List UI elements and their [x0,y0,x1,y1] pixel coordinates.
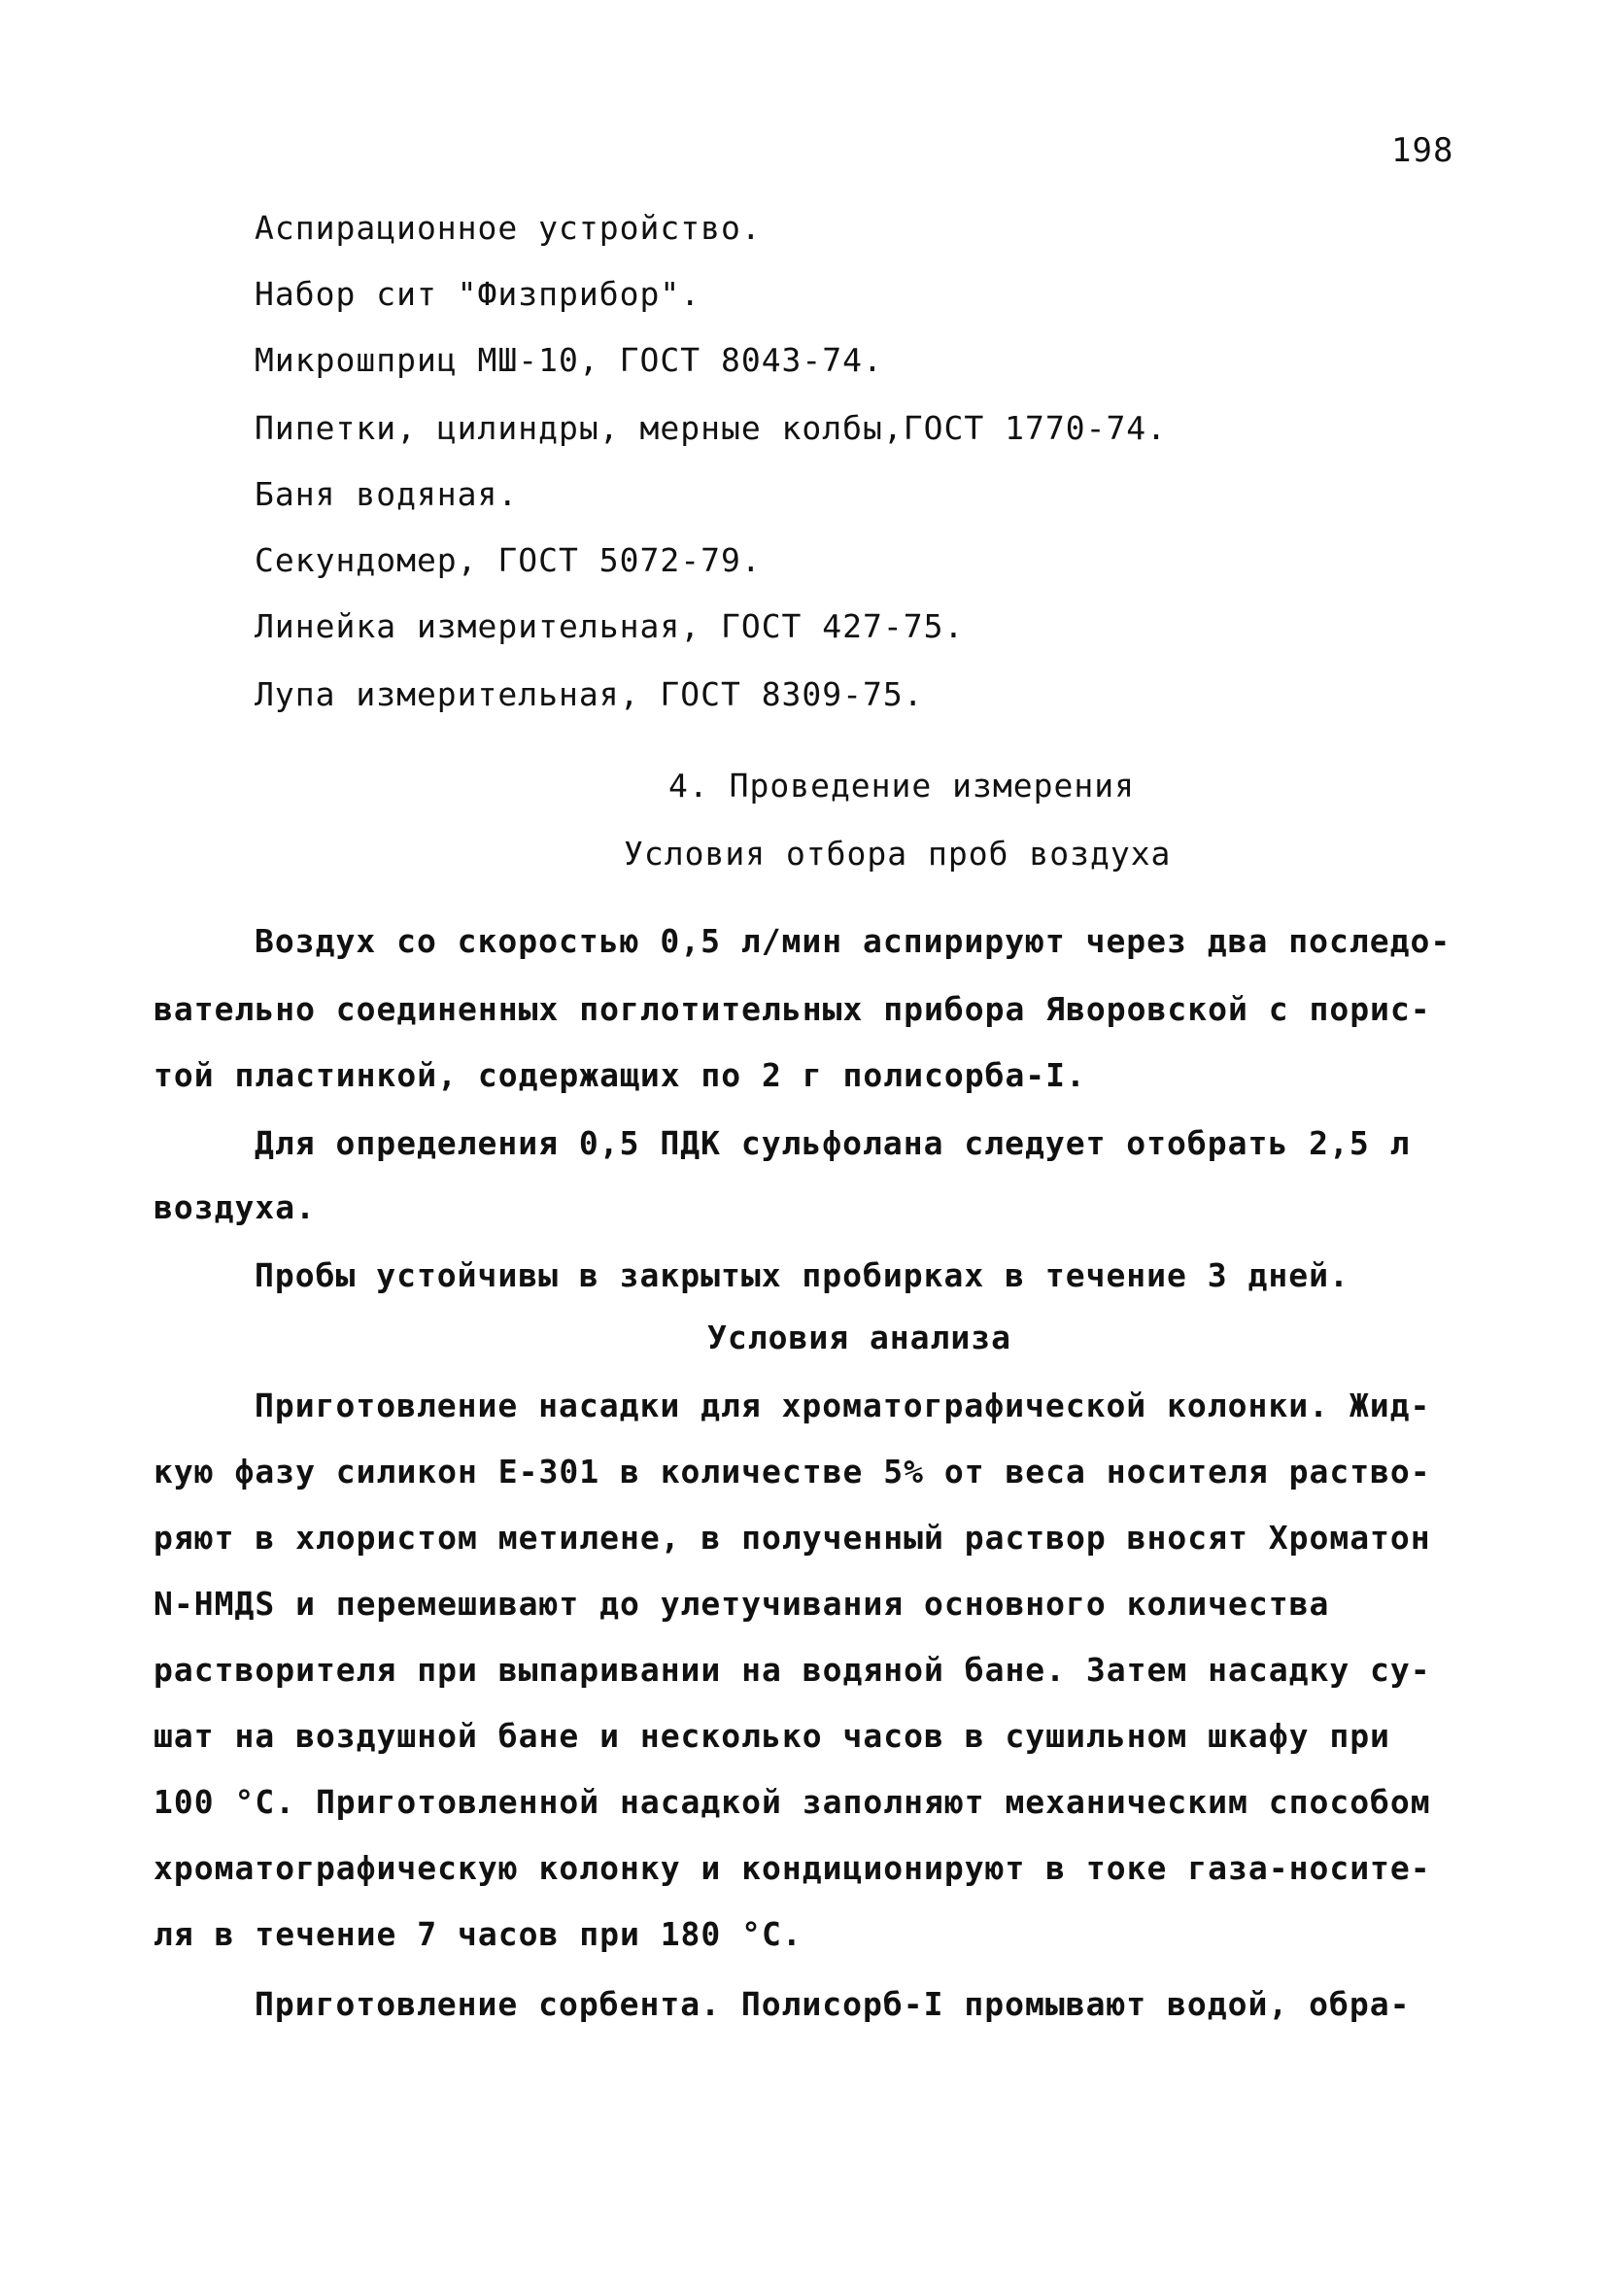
equipment-item: Лупа измерительная, ГОСТ 8309-75. [255,675,924,713]
analysis-paragraph-line: растворителя при выпаривании на водяной бане. Затем насадку су- [154,1651,1431,1689]
subheading-sampling: Условия отбора проб воздуха [624,835,1172,873]
mpc-paragraph-line: воздуха. [154,1188,316,1226]
analysis-paragraph-line: ля в течение 7 часов при 180 °С. [154,1915,803,1953]
analysis-paragraph-line: кую фазу силикон Е-301 в количестве 5% от веса носителя раство- [154,1453,1431,1491]
sorbent-line: Приготовление сорбента. Полисорб-I промывают водой, обра- [255,1985,1411,2023]
section-heading: 4. Проведение измерения [668,767,1135,805]
analysis-paragraph-line: хроматографическую колонку и кондиционируют в токе газа-носите- [154,1849,1431,1887]
sampling-paragraph-line: той пластинкой, содержащих по 2 г полисорба-I. [154,1056,1086,1094]
subheading-analysis: Условия анализа [707,1319,1012,1356]
equipment-item: Аспирационное устройство. [255,209,762,247]
sampling-paragraph-line: Воздух со скоростью 0,5 л/мин аспирируют через два последо- [255,922,1452,960]
equipment-item: Секундомер, ГОСТ 5072-79. [255,541,762,579]
equipment-item: Микрошприц МШ-10, ГОСТ 8043-74. [255,341,883,379]
analysis-paragraph-line: шат на воздушной бане и несколько часов в сушильном шкафу при [154,1717,1390,1755]
equipment-item: Набор сит "Физприбор". [255,275,701,313]
analysis-paragraph-line: 100 °С. Приготовленной насадкой заполняют механическим способом [154,1783,1431,1821]
analysis-paragraph-line: ряют в хлористом метилене, в полученный раствор вносят Хроматон [154,1519,1431,1557]
stability-line: Пробы устойчивы в закрытых пробирках в течение 3 дней. [255,1256,1350,1294]
mpc-paragraph-line: Для определения 0,5 ПДК сульфолана следует отобрать 2,5 л [255,1124,1411,1162]
equipment-item: Пипетки, цилиндры, мерные колбы,ГОСТ 1770-74. [255,409,1168,447]
analysis-paragraph-line: N-HMДS и перемешивают до улетучивания основного количества [154,1585,1330,1623]
sampling-paragraph-line: вательно соединенных поглотительных прибора Яворовской с порис- [154,990,1431,1028]
equipment-item: Линейка измерительная, ГОСТ 427-75. [255,607,965,645]
analysis-paragraph-line: Приготовление насадки для хроматографической колонки. Жид- [255,1387,1431,1424]
equipment-item: Баня водяная. [255,475,519,513]
page-number: 198 [1391,131,1454,170]
